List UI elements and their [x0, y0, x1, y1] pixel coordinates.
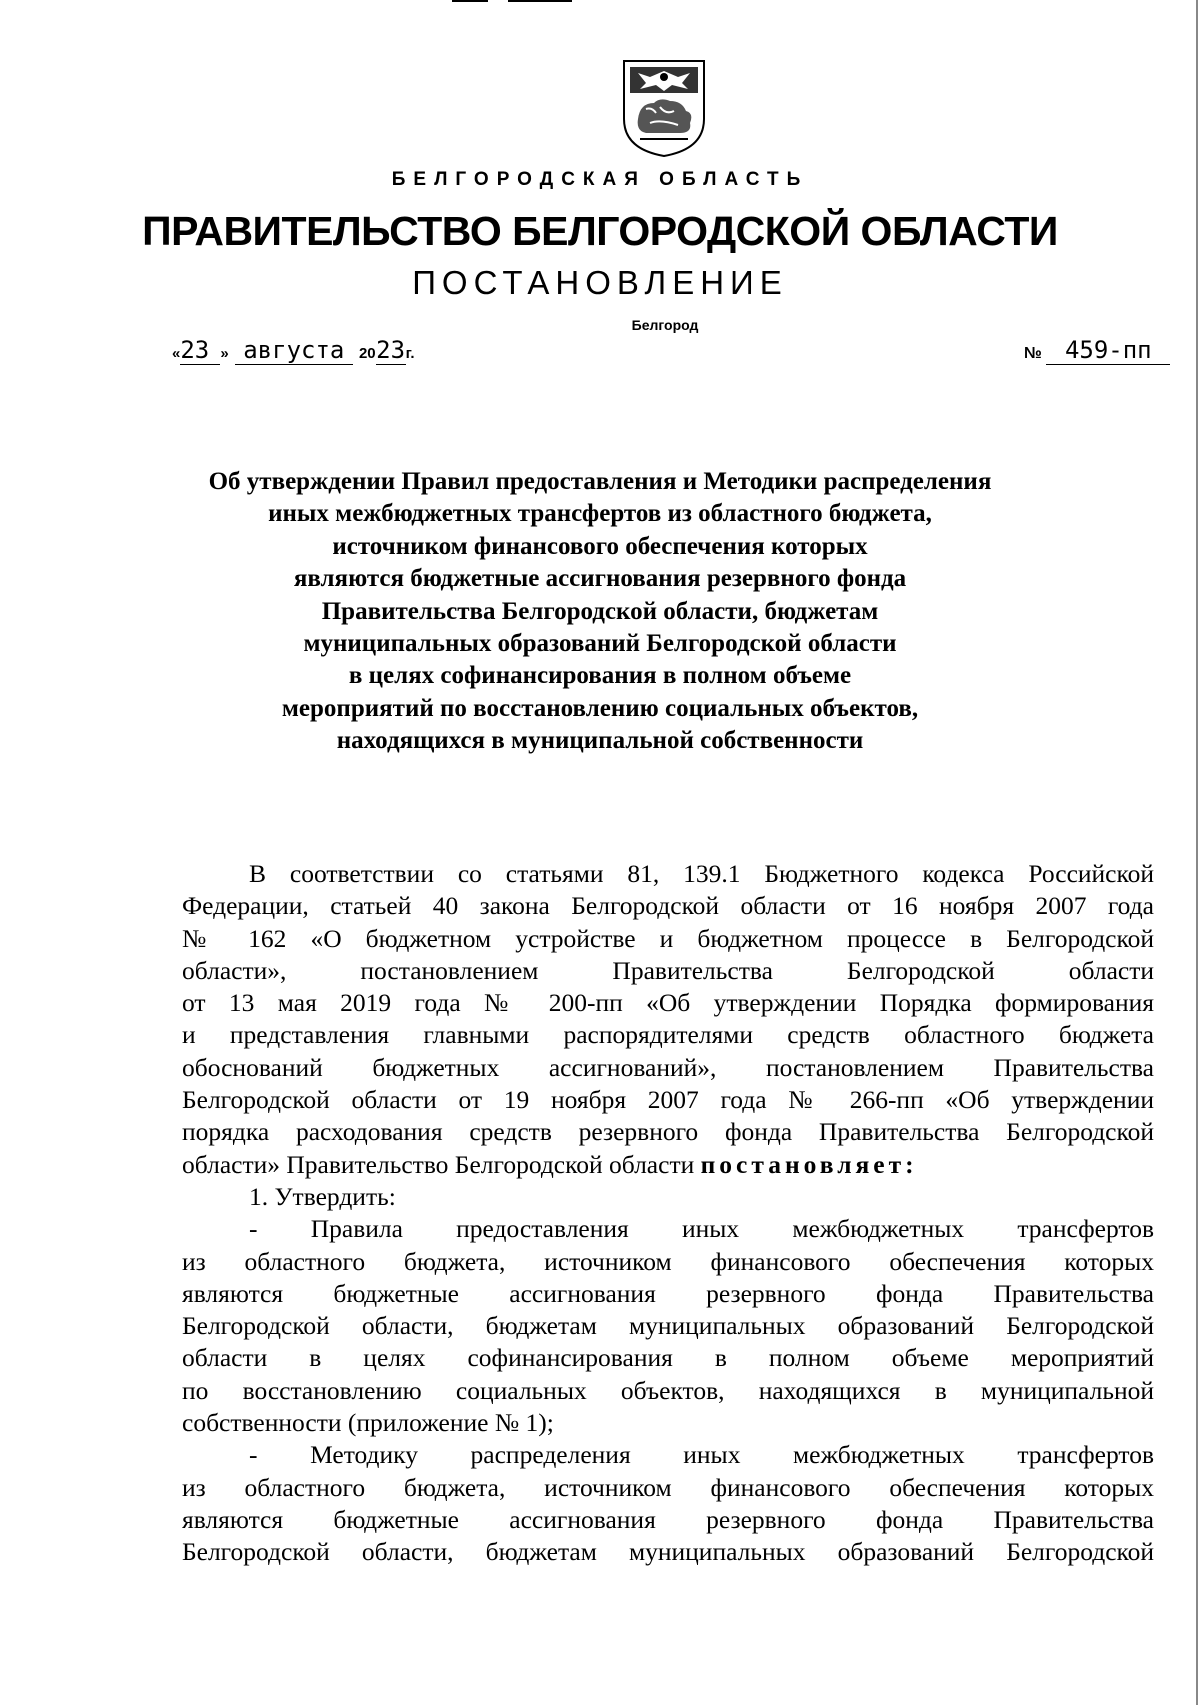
- region-name: БЕЛГОРОДСКАЯ ОБЛАСТЬ: [391, 169, 809, 190]
- body-line: из областного бюджета, источником финансового обеспечения которых: [182, 1472, 1154, 1502]
- document-type: ПОСТАНОВЛЕНИЕ: [412, 264, 788, 301]
- scan-edge: [1196, 0, 1198, 1705]
- body-line: порядка расходования средств резервного фонда Правительства Белгородской: [182, 1117, 1154, 1147]
- resolves-word: постановляет:: [700, 1149, 918, 1179]
- title-line: в целях софинансирования в полном объеме: [348, 662, 852, 690]
- body-line: являются бюджетные ассигнования резервного фонда Правительства: [182, 1504, 1154, 1534]
- government-name: ПРАВИТЕЛЬСТВО БЕЛГОРОДСКОЙ ОБЛАСТИ: [142, 208, 1058, 254]
- date-month: августа: [235, 336, 353, 365]
- title-line: мероприятий по восстановлению социальных объектов,: [281, 694, 919, 722]
- title-line: находящихся в муниципальной собственности: [336, 727, 864, 755]
- title-line: Правительства Белгородской области, бюджетам: [321, 597, 879, 625]
- title-line: иных межбюджетных трансфертов из областного бюджета,: [268, 500, 932, 528]
- city-name: Белгород: [631, 317, 699, 333]
- body-line: Белгородской области от 19 ноября 2007 года № 266-пп «Об утверждении: [182, 1085, 1154, 1115]
- body-line: от 13 мая 2019 года № 200-пп «Об утверждении Порядка формирования: [182, 988, 1154, 1018]
- body-line: собственности (приложение № 1);: [182, 1408, 554, 1438]
- title-line: муниципальных образований Белгородской области: [303, 630, 897, 658]
- body-line: [182, 1149, 1154, 1181]
- number-sign: №: [1024, 345, 1042, 362]
- document-date: [172, 336, 415, 365]
- date-close-quote: »: [220, 345, 229, 362]
- body-line: Федерации, статьей 40 закона Белгородской области от 16 ноября 2007 года: [182, 891, 1154, 921]
- body-line: из областного бюджета, источником финансового обеспечения которых: [182, 1246, 1154, 1276]
- title-line: источником финансового обеспечения которых: [332, 532, 868, 560]
- body-line: № 162 «О бюджетном устройстве и бюджетном процессе в Белгородской: [182, 923, 1154, 953]
- date-year-mark: г.: [405, 345, 415, 362]
- title-line: являются бюджетные ассигнования резервного фонда: [293, 565, 907, 593]
- body-line: - Методику распределения иных межбюджетных трансфертов: [249, 1440, 1154, 1470]
- scan-mark: [508, 0, 572, 2]
- preamble-last: области» Правительство Белгородской области: [182, 1149, 695, 1179]
- scan-mark: [452, 0, 488, 2]
- date-year-suffix: 23: [376, 336, 406, 364]
- body-line: Белгородской области, бюджетам муниципальных образований Белгородской: [182, 1311, 1154, 1341]
- body-line: обоснований бюджетных ассигнований», постановлением Правительства: [182, 1052, 1154, 1082]
- body-line: В соответствии со статьями 81, 139.1 Бюджетного кодекса Российской: [249, 859, 1154, 888]
- body-line: области», постановлением Правительства Белгородской области: [182, 955, 1154, 985]
- body-line: по восстановлению социальных объектов, находящихся в муниципальной: [182, 1375, 1154, 1405]
- item-heading: 1. Утвердить:: [249, 1181, 396, 1211]
- coat-of-arms-icon: [620, 57, 708, 159]
- body-line: являются бюджетные ассигнования резервного фонда Правительства: [182, 1278, 1154, 1308]
- document-title: [150, 466, 1050, 758]
- body-line: - Правила предоставления иных межбюджетных трансфертов: [249, 1214, 1154, 1244]
- title-line: Об утверждении Правил предоставления и Методики распределения: [208, 468, 992, 495]
- date-open-quote: «: [172, 345, 181, 362]
- body-line: и представления главными распорядителями средств областного бюджета: [182, 1020, 1154, 1050]
- body-line: области в целях софинансирования в полном объеме мероприятий: [182, 1343, 1154, 1373]
- body-line: Белгородской области, бюджетам муниципальных образований Белгородской: [182, 1537, 1154, 1567]
- date-day: 23: [180, 336, 220, 365]
- date-year-prefix: 20: [358, 345, 376, 362]
- number-value: 459-пп: [1046, 336, 1170, 365]
- document-number: [1024, 336, 1170, 365]
- document-body: [182, 858, 1154, 1569]
